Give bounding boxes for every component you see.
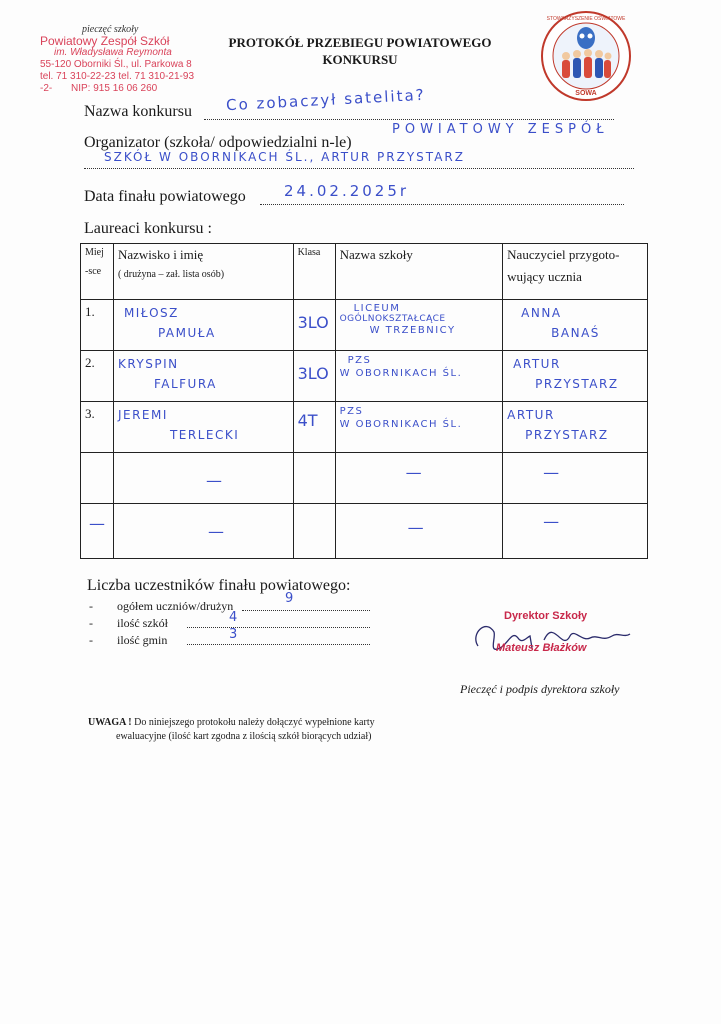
school-line-2: W OBORNIKACH ŚL. [339, 419, 463, 430]
bullet-dash: - [89, 633, 93, 647]
header-class [293, 244, 335, 300]
director-stamp-name: Mateusz Błażków [496, 642, 587, 654]
participants-item-value: 9 [285, 591, 296, 606]
participants-item-value: 3 [229, 627, 240, 642]
empty-dash: — [543, 512, 560, 531]
empty-dash: — [407, 518, 424, 537]
title-line-1: PROTOKÓŁ PRZEBIEGU POWIATOWEGO [228, 35, 492, 50]
school-line-1: PZS [347, 355, 372, 366]
teacher-cell [503, 300, 648, 351]
note [88, 716, 508, 744]
participants-item-label: ogółem uczniów/drużyn [117, 599, 234, 613]
participants-item-line [242, 610, 370, 611]
participants-section [87, 577, 387, 650]
school-line-2: W OBORNIKACH ŚL. [339, 368, 463, 379]
class-text: 4T [297, 411, 318, 430]
participants-item-line [187, 627, 370, 628]
teacher-last: BANAŚ [551, 326, 600, 340]
final-date-label: Data finału powiatowego [84, 188, 246, 205]
stamp-line [40, 83, 215, 95]
header-place-line-2: -sce [85, 266, 102, 277]
student-cell [113, 351, 293, 402]
table-row-empty [81, 453, 648, 504]
student-last: PAMUŁA [157, 326, 216, 340]
organizer-value-1: POWIATOWY ZESPÓŁ [392, 122, 609, 137]
teacher-last: PRZYSTARZ [535, 377, 619, 391]
place-cell [81, 453, 114, 504]
student-first: KRYSPIN [117, 357, 179, 371]
school-line-1: PZS [339, 406, 364, 417]
teacher-cell [503, 351, 648, 402]
student-last: FALFURA [153, 377, 217, 391]
participants-item-label: ilość gmin [117, 633, 168, 647]
bullet-dash: - [89, 616, 93, 630]
table-row [81, 402, 648, 453]
school-cell [335, 504, 503, 559]
empty-dash: — [207, 522, 224, 541]
header-school [335, 244, 503, 300]
teacher-cell [503, 504, 648, 559]
teacher-first: ARTUR [513, 357, 561, 371]
class-cell [293, 402, 335, 453]
teacher-last: PRZYSTARZ [525, 428, 609, 442]
header-name-text: Nazwisko i imię [117, 247, 204, 262]
contest-name-value: Co zobaczył satelita? [225, 85, 427, 115]
logo-ring-text: STOWARZYSZENIE OŚWIATOWE [546, 16, 626, 22]
contest-name-line [204, 119, 614, 120]
class-cell [293, 453, 335, 504]
note-text-1: Do niniejszego protokołu należy dołączyć wypełnione karty [131, 717, 375, 728]
school-line-3: W TRZEBNICY [369, 325, 456, 336]
teacher-first: ARTUR [507, 408, 555, 422]
class-text: 3LO [297, 313, 329, 332]
participants-item-line [187, 644, 370, 645]
class-cell [293, 504, 335, 559]
document-title [200, 34, 520, 68]
empty-dash: — [89, 514, 105, 533]
final-date-value: 24.02.2025r [284, 182, 410, 200]
stamp-line: im. Władysława Reymonta [54, 47, 172, 58]
title-line-2: KONKURSU [322, 52, 398, 67]
place-text: 3. [85, 406, 95, 421]
participants-item-label: ilość szkół [117, 616, 168, 630]
organizer-value-2: SZKÓŁ W OBORNIKACH ŚL., ARTUR PRZYSTARZ [104, 150, 465, 164]
student-cell [113, 453, 293, 504]
table-row [81, 300, 648, 351]
table-row-empty [81, 504, 648, 559]
school-line-2: OGÓLNOKSZTAŁCĄCE [339, 314, 446, 324]
school-line-1: LICEUM [353, 303, 401, 314]
stamp-line: Powiatowy Zespół Szkół [40, 34, 170, 48]
school-cell [335, 453, 503, 504]
student-cell [113, 504, 293, 559]
place-text: 1. [85, 304, 95, 319]
place-cell [81, 351, 114, 402]
place-text: 2. [85, 355, 95, 370]
laureates-label: Laureaci konkursu : [84, 220, 212, 237]
stamp-mark: -2- [40, 83, 53, 94]
final-date-row [84, 182, 624, 212]
student-cell [113, 300, 293, 351]
participants-label: Liczba uczestników finału powiatowego: [87, 577, 351, 594]
class-cell [293, 351, 335, 402]
logo-bottom-text: SOWA [575, 90, 597, 97]
organizer-line [84, 168, 634, 169]
class-cell [293, 300, 335, 351]
header-school-text: Nazwa szkoły [339, 247, 413, 262]
header-name-sub: ( drużyna – zał. lista osób) [117, 269, 225, 280]
header-class-text: Klasa [297, 247, 321, 258]
note-prefix: UWAGA ! [88, 717, 132, 728]
participants-item-value: 4 [229, 610, 240, 625]
header-teacher [503, 244, 648, 300]
header-place-line-1: Miej [85, 247, 104, 258]
class-text: 3LO [297, 364, 329, 383]
table-header-row [81, 244, 648, 300]
stamp-line: tel. 71 310-22-23 tel. 71 310-21-93 [40, 71, 194, 82]
laureates-table [80, 243, 648, 559]
director-signature-icon [466, 608, 641, 668]
header-name [113, 244, 293, 300]
sowa-logo [538, 8, 634, 104]
place-cell [81, 300, 114, 351]
note-line-2: ewaluacyjne (ilość kart zgodna z ilością szkół biorących udział) [116, 731, 372, 742]
director-stamp [466, 608, 641, 668]
school-stamp [40, 24, 215, 95]
stamp-line: 55-120 Oborniki Śl., ul. Parkowa 8 [40, 59, 192, 70]
bullet-dash: - [89, 599, 93, 613]
place-cell [81, 402, 114, 453]
school-cell [335, 402, 503, 453]
school-cell [335, 300, 503, 351]
director-stamp-title: Dyrektor Szkoły [504, 610, 588, 622]
participants-item [87, 627, 387, 650]
place-cell [81, 504, 114, 559]
contest-name-label: Nazwa konkursu [84, 103, 192, 120]
header-teacher-line-2: wujący ucznia [507, 269, 582, 284]
teacher-cell [503, 402, 648, 453]
table-row [81, 351, 648, 402]
teacher-cell [503, 453, 648, 504]
organizer-label: Organizator (szkoła/ odpowiedzialni n-le) [84, 134, 352, 151]
student-cell [113, 402, 293, 453]
student-first: JEREMI [117, 408, 168, 422]
stamp-nip: NIP: 915 16 06 260 [71, 83, 158, 94]
empty-dash: — [405, 463, 422, 482]
stamp-caption: pieczęć szkoły [82, 24, 139, 35]
note-line-1 [88, 716, 508, 730]
teacher-first: ANNA [521, 306, 562, 320]
empty-dash: — [543, 463, 560, 482]
header-place [81, 244, 114, 300]
school-cell [335, 351, 503, 402]
header-teacher-line-1: Nauczyciel przygoto- [507, 247, 620, 262]
organizer-row [84, 122, 644, 184]
student-first: MIŁOSZ [123, 306, 179, 320]
student-last: TERLECKI [169, 428, 240, 442]
director-caption: Pieczęć i podpis dyrektora szkoły [460, 682, 620, 696]
empty-dash: — [205, 471, 222, 490]
final-date-line [260, 204, 624, 205]
